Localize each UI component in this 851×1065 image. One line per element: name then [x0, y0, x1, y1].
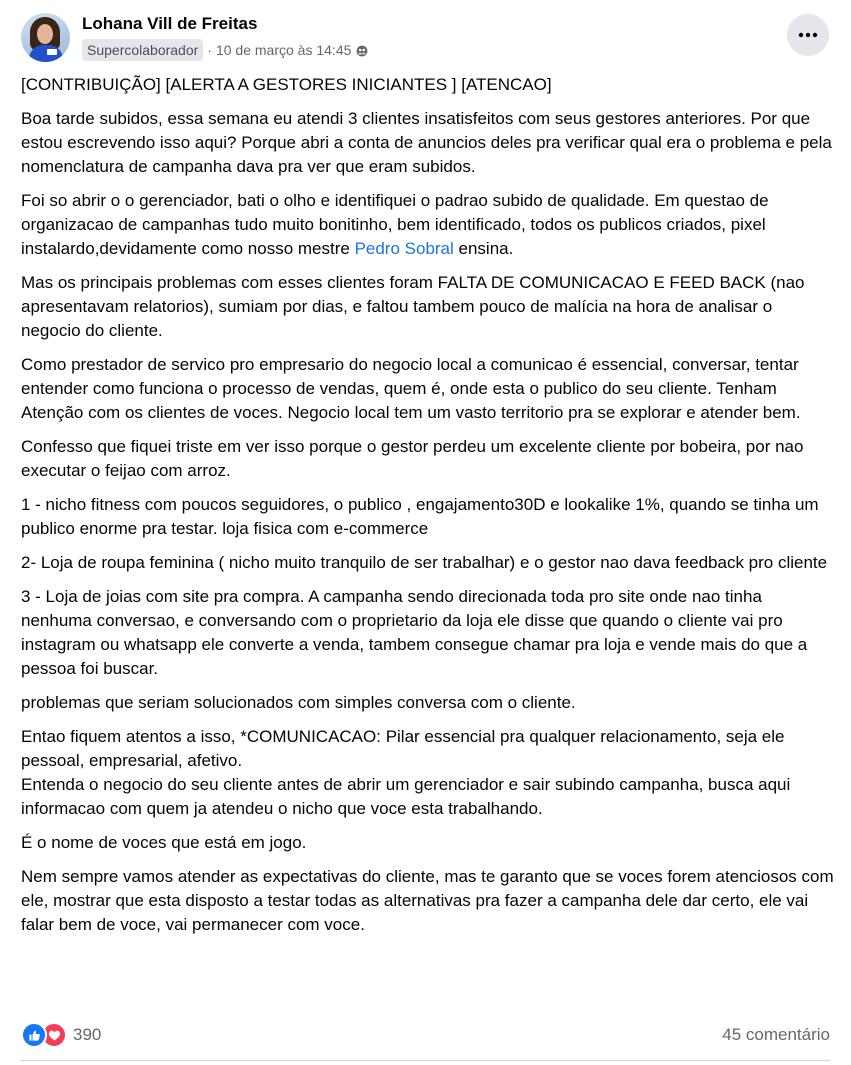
post-paragraph: É o nome de voces que está em jogo.	[21, 833, 307, 852]
post-paragraph: Nem sempre vamos atender as expectativas do cliente, mas te garanto que se voces forem atenciosos com ele, mostrar que esta disposto a testar todas as alternativas pra fazer a campanha dele dar certo, ele vai falar bem de voce, vai permanecer com voce.	[21, 867, 834, 934]
post-paragraph: [CONTRIBUIÇÃO] [ALERTA A GESTORES INICIANTES ] [ATENCAO]	[21, 75, 552, 94]
avatar[interactable]	[21, 13, 70, 62]
reactions-summary[interactable]	[21, 1022, 101, 1048]
post-paragraph: Entao fiquem atentos a isso, *COMUNICACAO: Pilar essencial pra qualquer relacionamento, seja ele pessoal, empresarial, afetivo.	[21, 727, 785, 770]
post-paragraph: Entenda o negocio do seu cliente antes de abrir um gerenciador e sair subindo campanha, busca aqui informacao com quem ja atendeu o nicho que voce esta trabalhando.	[21, 775, 791, 818]
post-meta	[82, 14, 368, 61]
post-paragraph-with-mention	[21, 189, 836, 261]
post-subline	[82, 39, 368, 61]
role-badge[interactable]: Supercolaborador	[82, 39, 203, 61]
post-footer	[21, 1020, 830, 1050]
post-paragraph: Boa tarde subidos, essa semana eu atendi 3 clientes insatisfeitos com seus gestores anteriores. Por que estou escrevendo isso aqui? Porque abri a conta de anuncios deles pra verificar qual era o problema e pela nomenclatura de campanha dava pra ver que eram subidos.	[21, 109, 832, 176]
mention-link[interactable]: Pedro Sobral	[354, 239, 454, 258]
post-body	[21, 73, 836, 947]
group-icon	[356, 44, 368, 56]
timestamp[interactable]: 10 de março às 14:45	[215, 42, 352, 58]
footer-divider	[21, 1060, 830, 1061]
comments-count-link[interactable]: 45 comentário	[722, 1025, 830, 1044]
post-paragraph: Como prestador de servico pro empresario do negocio local a comunicao é essencial, conversar, tentar entender como funciona o processo de vendas, quem é, onde esta o publico do seu cliente. Tenham Atenção com os clientes de voces. Negocio local tem um vasto territorio pra se explorar e atender bem.	[21, 355, 801, 422]
post-paragraph: 1 - nicho fitness com poucos seguidores, o publico , engajamento30D e lookalike 1%, quando se tinha um publico enorme pra testar. loja fisica com e-commerce	[21, 495, 819, 538]
post-paragraph: 2- Loja de roupa feminina ( nicho muito tranquilo de ser trabalhar) e o gestor nao dava feedback pro cliente	[21, 553, 828, 572]
ellipsis-icon	[798, 32, 818, 38]
more-options-button[interactable]	[787, 14, 829, 56]
post-paragraph: 3 - Loja de joias com site pra compra. A campanha sendo direcionada toda pro site onde nao tinha nenhuma conversao, e conversando com o proprietario da loja ele disse que quando o cliente vai pro instagram ou whatsapp ele converte a venda, tambem consegue chamar pra loja e vende mais do que a pessoa foi buscar.	[21, 587, 808, 678]
separator-dot: ·	[207, 42, 212, 58]
reactions-count: 390	[73, 1025, 102, 1044]
post-paragraph: problemas que seriam solucionados com simples conversa com o cliente.	[21, 693, 576, 712]
thumbs-up-icon	[21, 1022, 47, 1048]
post-header	[21, 10, 368, 66]
mention-after-text: ensina.	[453, 239, 514, 258]
mention-before-text: Foi so abrir o o gerenciador, bati o olho e identifiquei o padrao subido de qualidade. Em questao de organizacao de campanhas tudo muito bonitinho, bem identificado, todos os publicos criados, pixel instalardo,devidamente como nosso mestre	[21, 191, 769, 258]
post-paragraph: Mas os principais problemas com esses clientes foram FALTA DE COMUNICACAO E FEED BACK (nao apresentavam relatorios), sumiam por dias, e faltou tambem pouco de malícia na hora de analisar o negocio do cliente.	[21, 273, 805, 340]
post-paragraph: Confesso que fiquei triste em ver isso porque o gestor perdeu um excelente cliente por bobeira, por nao executar o feijao com arroz.	[21, 437, 804, 480]
author-name[interactable]: Lohana Vill de Freitas	[82, 14, 258, 33]
